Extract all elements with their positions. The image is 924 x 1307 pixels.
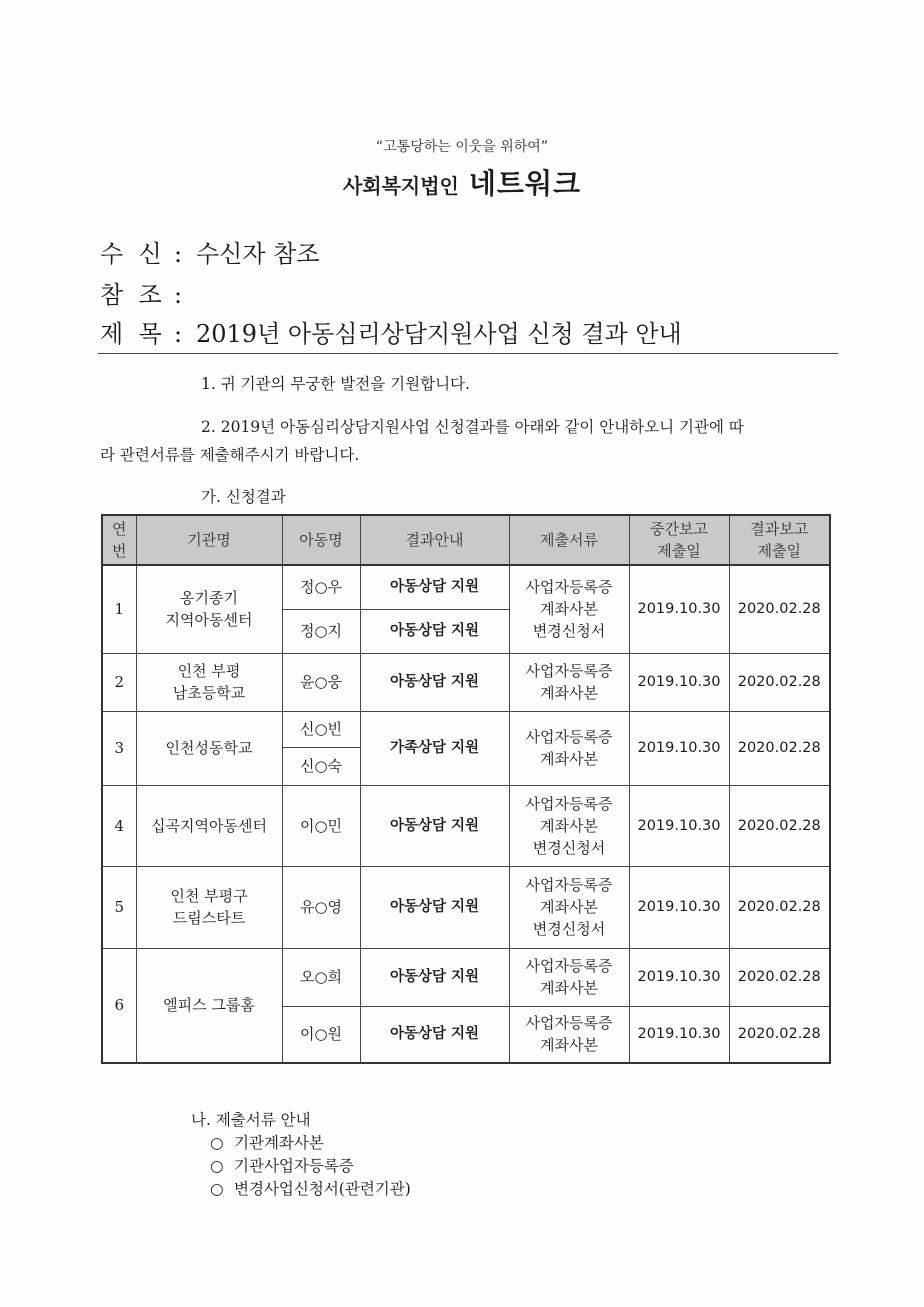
cell-child: 이○민 [282, 785, 360, 866]
circle-bullet-icon: ○ [210, 1134, 224, 1152]
table-row [102, 565, 830, 609]
section-a-title: 가. 신청결과 [201, 488, 286, 506]
paragraph-2-line-2: 라 관련서류를 제출해주시기 바랍니다. [100, 446, 360, 464]
header-mid-report: 중간보고 제출일 [629, 515, 729, 565]
header-divider [98, 353, 838, 354]
cell-docs: 사업자등록증 계좌사본 [509, 948, 629, 1006]
motto: “고통당하는 이웃을 위하여” [375, 139, 549, 155]
cell-docs: 사업자등록증 계좌사본 변경신청서 [509, 785, 629, 866]
cell-institution: 옹기종기 지역아동센터 [136, 565, 282, 653]
recipient-row: 수 신 : 수신자 참조 [100, 240, 320, 268]
org-name: 네트워크 [468, 167, 582, 200]
header-final-report: 결과보고 제출일 [729, 515, 830, 565]
cell-child: 정○우 [282, 565, 360, 609]
paragraph-2-line-1: 2. 2019년 아동심리상담지원사업 신청결과를 아래와 같이 안내하오니 기관에 따 [201, 418, 744, 436]
recipient-value: 수신자 참조 [196, 240, 320, 268]
organization-title [0, 162, 924, 202]
cell-final-date: 2020.02.28 [729, 866, 830, 948]
cell-no: 4 [102, 785, 136, 866]
cell-mid-date: 2019.10.30 [629, 711, 729, 785]
list-item: ○ 기관계좌사본 [210, 1132, 324, 1155]
result-table [101, 514, 831, 1064]
section-b-title: 나. 제출서류 안내 [191, 1111, 311, 1129]
reference-label: 참 조 [100, 281, 162, 309]
table-header-row [102, 515, 830, 565]
cell-mid-date: 2019.10.30 [629, 565, 729, 653]
cell-mid-date: 2019.10.30 [629, 1006, 729, 1063]
cell-result: 아동상담 지원 [360, 565, 509, 609]
list-item: ○ 기관사업자등록증 [210, 1155, 354, 1178]
cell-mid-date: 2019.10.30 [629, 653, 729, 711]
cell-result: 아동상담 지원 [360, 785, 509, 866]
subject-row: 제 목 : 2019년 아동심리상담지원사업 신청 결과 안내 [100, 320, 682, 348]
cell-institution: 인천 부평구 드림스타트 [136, 866, 282, 948]
cell-result: 아동상담 지원 [360, 609, 509, 653]
header-no: 연 번 [102, 515, 136, 565]
subject-value: 2019년 아동심리상담지원사업 신청 결과 안내 [196, 320, 682, 348]
cell-no: 1 [102, 565, 136, 653]
table-row [102, 711, 830, 747]
cell-child: 신○숙 [282, 747, 360, 785]
header-docs: 제출서류 [509, 515, 629, 565]
cell-mid-date: 2019.10.30 [629, 948, 729, 1006]
paragraph-1: 1. 귀 기관의 무궁한 발전을 기원합니다. [201, 375, 470, 393]
cell-docs: 사업자등록증 계좌사본 [509, 653, 629, 711]
cell-no: 5 [102, 866, 136, 948]
cell-child: 이○원 [282, 1006, 360, 1063]
cell-docs: 사업자등록증 계좌사본 변경신청서 [509, 565, 629, 653]
table-row [102, 785, 830, 866]
cell-no: 2 [102, 653, 136, 711]
org-prefix: 사회복지법인 [342, 174, 459, 198]
reference-row: 참 조 : [100, 281, 183, 309]
cell-no: 3 [102, 711, 136, 785]
cell-docs: 사업자등록증 계좌사본 [509, 711, 629, 785]
cell-child: 정○지 [282, 609, 360, 653]
cell-institution: 엘피스 그룹홈 [136, 948, 282, 1063]
cell-docs: 사업자등록증 계좌사본 변경신청서 [509, 866, 629, 948]
cell-result: 아동상담 지원 [360, 653, 509, 711]
cell-institution: 인천성동학교 [136, 711, 282, 785]
cell-final-date: 2020.02.28 [729, 653, 830, 711]
table-row [102, 948, 830, 1006]
cell-docs: 사업자등록증 계좌사본 [509, 1006, 629, 1063]
circle-bullet-icon: ○ [210, 1180, 224, 1198]
cell-mid-date: 2019.10.30 [629, 866, 729, 948]
cell-mid-date: 2019.10.30 [629, 785, 729, 866]
cell-final-date: 2020.02.28 [729, 948, 830, 1006]
cell-no: 6 [102, 948, 136, 1063]
table-row [102, 866, 830, 948]
cell-child: 신○빈 [282, 711, 360, 747]
list-item: ○ 변경사업신청서(관련기관) [210, 1178, 411, 1201]
cell-result: 아동상담 지원 [360, 1006, 509, 1063]
header-institution: 기관명 [136, 515, 282, 565]
circle-bullet-icon: ○ [210, 1157, 224, 1175]
cell-final-date: 2020.02.28 [729, 785, 830, 866]
cell-child: 윤○웅 [282, 653, 360, 711]
recipient-label: 수 신 [100, 240, 162, 268]
cell-child: 유○영 [282, 866, 360, 948]
cell-final-date: 2020.02.28 [729, 711, 830, 785]
cell-institution: 십곡지역아동센터 [136, 785, 282, 866]
cell-child: 오○희 [282, 948, 360, 1006]
header-result: 결과안내 [360, 515, 509, 565]
subject-label: 제 목 [100, 320, 162, 348]
cell-final-date: 2020.02.28 [729, 1006, 830, 1063]
cell-institution: 인천 부평 남초등학교 [136, 653, 282, 711]
cell-result: 아동상담 지원 [360, 866, 509, 948]
cell-result: 가족상담 지원 [360, 711, 509, 785]
header-child: 아동명 [282, 515, 360, 565]
table-row [102, 653, 830, 711]
cell-final-date: 2020.02.28 [729, 565, 830, 653]
cell-result: 아동상담 지원 [360, 948, 509, 1006]
